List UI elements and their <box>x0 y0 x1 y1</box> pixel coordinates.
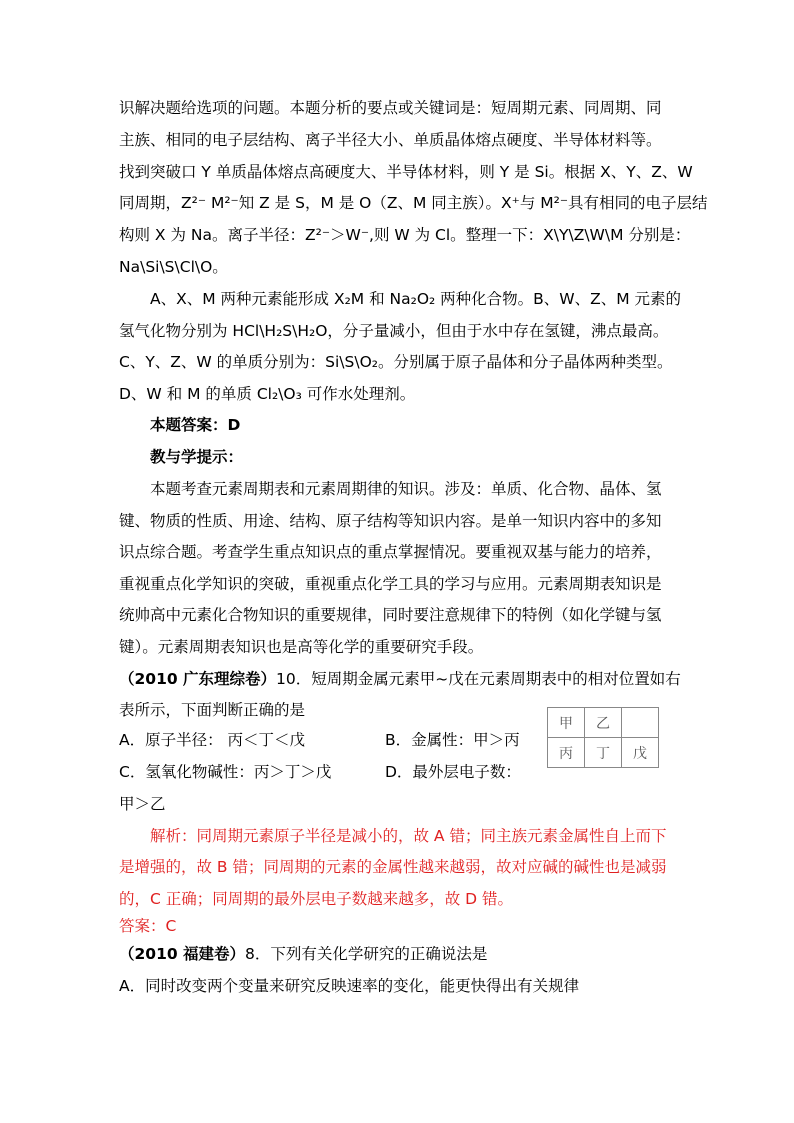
option-a: A．原子半径： 丙＜丁＜戊 <box>119 731 306 749</box>
paragraph-line: 同周期，Z²⁻ M²⁻知 Z 是 S，M 是 O（Z、M 同主族）。X⁺与 M²⁻具有相同的电子层结 <box>119 194 708 212</box>
answer-heading: 本题答案：D <box>150 416 241 434</box>
teaching-tips-heading: 教与学提示： <box>150 448 244 466</box>
paragraph-line: 统帅高中元素化合物知识的重要规律，同时要注意规律下的特例（如化学键与氢 <box>119 606 662 624</box>
option-d: D．最外层电子数： <box>385 763 521 781</box>
table-cell: 丁 <box>585 738 622 768</box>
question-source: （2010 广东理综卷） <box>119 670 277 688</box>
question-stem-text: 8．下列有关化学研究的正确说法是 <box>245 945 488 963</box>
analysis-line: 的，C 正确；同周期的最外层电子数越来越多，故 D 错。 <box>119 890 514 908</box>
paragraph-line: A、X、M 两种元素能形成 X₂M 和 Na₂O₂ 两种化合物。B、W、Z、M 元素的 <box>150 290 682 308</box>
question-8-stem <box>119 944 487 964</box>
paragraph-line: 本题考查元素周期表和元素周期律的知识。涉及：单质、化合物、晶体、氢 <box>150 480 662 498</box>
periodic-table-fragment <box>547 707 659 768</box>
paragraph-line: 识点综合题。考查学生重点知识点的重点掌握情况。要重视双基与能力的培养， <box>119 543 662 561</box>
analysis-line: 是增强的，故 B 错；同周期的元素的金属性越来越弱，故对应碱的碱性也是减弱 <box>119 858 667 876</box>
paragraph-line: 键、物质的性质、用途、结构、原子结构等知识内容。是单一知识内容中的多知 <box>119 512 662 530</box>
paragraph-line: 键）。元素周期表知识也是高等化学的重要研究手段。 <box>119 638 484 656</box>
paragraph-line: 重视重点化学知识的突破，重视重点化学工具的学习与应用。元素周期表知识是 <box>119 575 662 593</box>
paragraph-line: D、W 和 M 的单质 Cl₂\O₃ 可作水处理剂。 <box>119 385 416 403</box>
question-source: （2010 福建卷） <box>119 945 246 963</box>
table-cell: 乙 <box>585 708 622 738</box>
option-c: C．氢氧化物碱性：丙＞丁＞戊 <box>119 763 332 781</box>
table-cell: 丙 <box>548 738 585 768</box>
paragraph-line: 氢气化物分别为 HCl\H₂S\H₂O，分子量减小，但由于水中存在氢键，沸点最高。 <box>119 322 669 340</box>
table-cell: 戊 <box>622 738 659 768</box>
question-10-stem <box>119 669 681 689</box>
paragraph-line: C、Y、Z、W 的单质分别为：Si\S\O₂。分别属于原子晶体和分子晶体两种类型。 <box>119 353 673 371</box>
paragraph-line: 识解决题给选项的问题。本题分析的要点或关键词是：短周期元素、同周期、同 <box>119 99 662 117</box>
option-a: A．同时改变两个变量来研究反映速率的变化，能更快得出有关规律 <box>119 977 580 995</box>
table-row <box>548 708 659 738</box>
answer-line: 答案：C <box>119 917 177 935</box>
option-d-continued: 甲＞乙 <box>119 795 166 813</box>
paragraph-line: 构则 X 为 Na。离子半径：Z²⁻＞W⁻,则 W 为 Cl。整理一下：X\Y\Z\W\M 分别是： <box>119 226 691 244</box>
paragraph-line: 主族、相同的电子层结构、离子半径大小、单质晶体熔点硬度、半导体材料等。 <box>119 131 662 149</box>
paragraph-line: 找到突破口 Y 单质晶体熔点高硬度大、半导体材料，则 Y 是 Si。根据 X、Y、Z、W <box>119 163 693 181</box>
question-stem-line: 表所示，下面判断正确的是 <box>119 701 306 719</box>
analysis-line: 解析：同周期元素原子半径是减小的，故 A 错；同主族元素金属性自上而下 <box>150 827 667 845</box>
question-stem-text: 10．短周期金属元素甲~戊在元素周期表中的相对位置如右 <box>276 670 681 688</box>
table-row <box>548 738 659 768</box>
table-cell <box>622 708 659 738</box>
table-cell: 甲 <box>548 708 585 738</box>
paragraph-line: Na\Si\S\Cl\O。 <box>119 258 228 276</box>
option-b: B．金属性：甲＞丙 <box>385 731 520 749</box>
